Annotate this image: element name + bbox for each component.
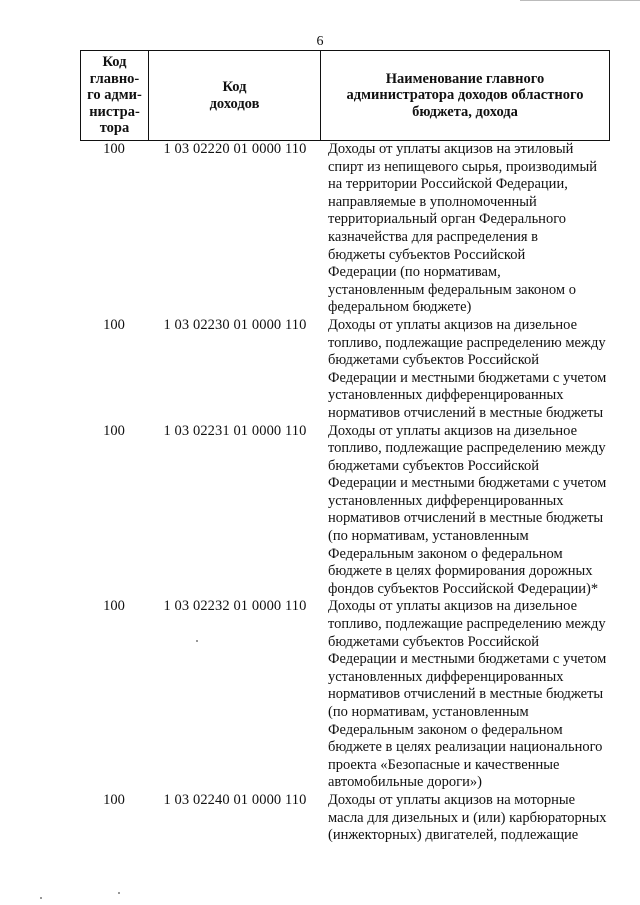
scan-speck [196, 640, 198, 642]
income-code-cell: 1 03 02240 01 0000 110 [163, 791, 307, 808]
admin-code-cell: 100 [103, 422, 125, 439]
admin-code-cell: 100 [103, 791, 125, 808]
income-name-cell: Доходы от уплаты акцизов на дизельное топливо, подлежащие распределению между бюджетами субъектов Российской Федерации и местными бюджетами с учетом установленных дифференцированных нормативов отчислений в местные бюджеты (по нормативам, установленным Федеральным законом о федеральном бюджете в целях реализации национального проекта «Безопасные и качественные автомобильные дороги») [328, 598, 607, 791]
table-row [80, 598, 620, 792]
scan-edge-line [520, 0, 640, 1]
income-name-cell: Доходы от уплаты акцизов на дизельное топливо, подлежащие распределению между бюджетами субъектов Российской Федерации и местными бюджетами с учетом установленных дифференцированных нормативов отчислений в местные бюджеты [328, 316, 607, 421]
income-name-cell: Доходы от уплаты акцизов на моторные масла для дизельных и (или) карбюраторных (инжекторных) двигателей, подлежащие [328, 791, 607, 844]
table-row [80, 141, 620, 317]
table-row [80, 317, 620, 423]
table-header [80, 50, 610, 141]
page-number: 6 [316, 34, 324, 49]
admin-code-cell: 100 [103, 598, 125, 615]
header-name: Наименование главного администратора доходов областного бюджета, дохода [346, 70, 584, 120]
table-row [80, 423, 620, 599]
table-body [80, 141, 620, 845]
income-code-cell: 1 03 02220 01 0000 110 [163, 141, 307, 157]
income-code-cell: 1 03 02230 01 0000 110 [163, 316, 307, 333]
admin-code-cell: 100 [103, 141, 125, 157]
header-income-code: Код доходов [149, 51, 321, 140]
income-code-cell: 1 03 02232 01 0000 110 [163, 598, 307, 615]
table-row [80, 792, 620, 845]
income-name-cell: Доходы от уплаты акцизов на этиловый спирт из непищевого сырья, производимый на территории Российской Федерации, направляемые в уполномоченный территориальный орган Федерального казначейства для распределения в бюджеты субъектов Российской Федерации (по нормативам, установленным федеральным законом о федеральном бюджете) [328, 141, 597, 316]
scan-speck [40, 897, 42, 899]
income-code-cell: 1 03 02231 01 0000 110 [163, 422, 307, 439]
admin-code-cell: 100 [103, 316, 125, 333]
header-admin-code: Код главно- го адми- нистра- тора [81, 51, 149, 140]
scan-speck [118, 892, 120, 894]
income-name-cell: Доходы от уплаты акцизов на дизельное топливо, подлежащие распределению между бюджетами субъектов Российской Федерации и местными бюджетами с учетом установленных дифференцированных нормативов отчислений в местные бюджеты (по нормативам, установленным Федеральным законом о федеральном бюджете в целях формирования дорожных фондов субъектов Российской Федерации)* [328, 422, 607, 597]
